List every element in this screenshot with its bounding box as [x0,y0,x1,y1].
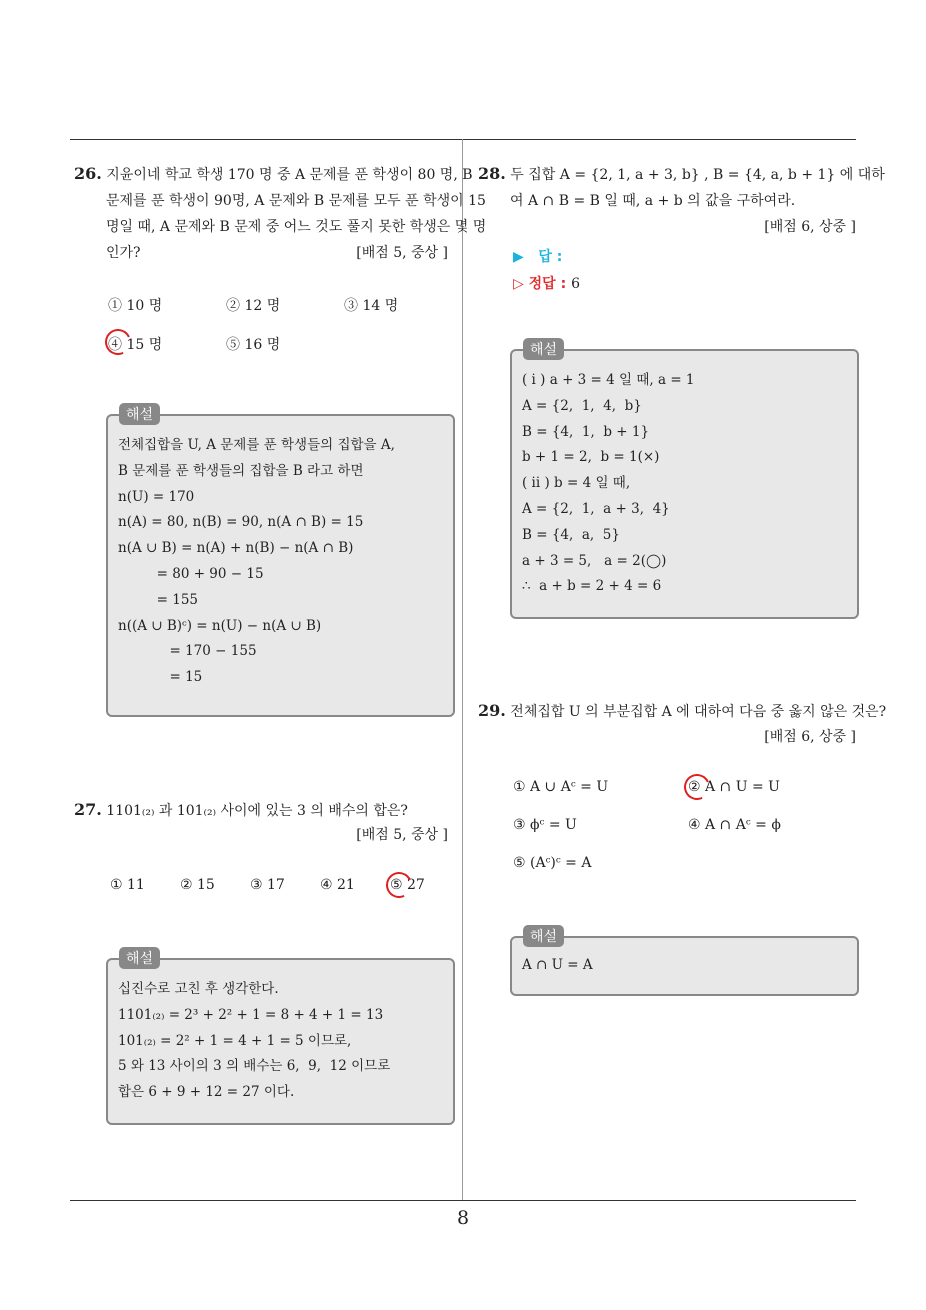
bottom-rule [70,1200,856,1201]
choice-4[interactable]: ④ 21 [320,877,355,893]
question-meta: [배점 6, 상중 ] [764,219,856,235]
choice-4[interactable]: ④ A ∩ Aᶜ = ϕ [688,817,781,833]
solution-label: 해설 [119,403,160,425]
answer-label: 답 : [538,249,563,265]
choice-3[interactable]: ③ ϕᶜ = U [513,817,577,833]
choice-2[interactable]: ② 12 명 [226,298,281,314]
question-text: 1101₍₂₎ 과 101₍₂₎ 사이에 있는 3 의 배수의 합은? [106,803,408,819]
question-28 [478,161,890,214]
choice-1[interactable]: ① 11 [110,877,145,893]
solution-text: 십진수로 고친 후 생각한다. 1101₍₂₎ = 2³ + 2² + 1 = 8 + 4 + 1 = 13 101₍₂₎ = 2² + 1 = 4 + 1 = 5 이므로, 5 와 13 사이의 3 의 배수는 6, 9, 12 이므로 합은 6 + 9 + 12 = 27 이다. [118,981,391,1101]
correct-answer [513,273,580,293]
outline-arrow-icon: ▷ [513,276,524,292]
choice-1[interactable]: ① A ∪ Aᶜ = U [513,779,609,795]
question-27 [74,797,456,824]
solution-text: 전체집합을 U, A 문제를 푼 학생들의 집합을 A, B 문제를 푼 학생들의 집합을 B 라고 하면 n(U) = 170 n(A) = 80, n(B) = 90, n(A ∩ B) = 15 n(A ∪ B) = n(A) + n(B) − n(A ∩ B) = 80 + 90 − 15 = 155 n((A ∪ B)ᶜ) = n(U) − n(A ∪ B) = 170 − 155 = 15 [118,437,395,686]
question-meta: [배점 5, 중상 ] [356,827,448,843]
question-number: 27. [74,800,102,819]
top-rule [70,139,856,140]
answer-prompt [513,246,562,266]
question-text: 지윤이네 학교 학생 170 명 중 A 문제를 푼 학생이 80 명, B 문제를 푼 학생이 90명, A 문제와 B 문제를 모두 푼 학생이 15 명일 때, A 문제와 B 문제 중 어느 것도 풀지 못한 학생은 몇 명인가? [106,167,487,261]
question-29 [478,698,890,725]
solution-label: 해설 [523,338,564,360]
solution-text: A ∩ U = A [522,957,593,973]
choice-3[interactable]: ③ 17 [250,877,285,893]
question-text: 전체집합 U 의 부분집합 A 에 대하여 다음 중 옳지 않은 것은? [510,704,887,720]
solution-label: 해설 [119,947,160,969]
correct-label: 정답 : [528,276,567,292]
question-number: 28. [478,164,506,183]
choice-5[interactable]: ⑤ 27 [390,877,425,893]
question-meta: [배점 5, 중상 ] [356,245,448,261]
play-arrow-icon: ▶ [513,249,524,265]
choice-4[interactable]: ④ 15 명 [108,337,163,353]
question-number: 29. [478,701,506,720]
choice-5[interactable]: ⑤ 16 명 [226,337,281,353]
question-text: 두 집합 A = {2, 1, a + 3, b} , B = {4, a, b + 1} 에 대하여 A ∩ B = B 일 때, a + b 의 값을 구하여라. [510,167,885,209]
selected-mark [680,770,713,803]
choice-2[interactable]: ② A ∩ U = U [688,779,780,795]
choice-3[interactable]: ③ 14 명 [344,298,399,314]
page-number: 8 [456,1207,470,1229]
choice-2[interactable]: ② 15 [180,877,215,893]
selected-mark [382,868,415,901]
choice-1[interactable]: ① 10 명 [108,298,163,314]
solution-text: ( i ) a + 3 = 4 일 때, a = 1 A = {2, 1, 4, b} B = {4, 1, b + 1} b + 1 = 2, b = 1(×) ( ii ) b = 4 일 때, A = {2, 1, a + 3, 4} B = {4, a, 5} a + 3 = 5, a = 2(◯) ∴ a + b = 2 + 4 = 6 [522,372,695,595]
solution-label: 해설 [523,925,564,947]
choice-5[interactable]: ⑤ (Aᶜ)ᶜ = A [513,855,592,871]
correct-value: 6 [571,276,580,292]
column-divider [462,139,463,1201]
question-meta: [배점 6, 상중 ] [764,729,856,745]
question-number: 26. [74,164,102,183]
